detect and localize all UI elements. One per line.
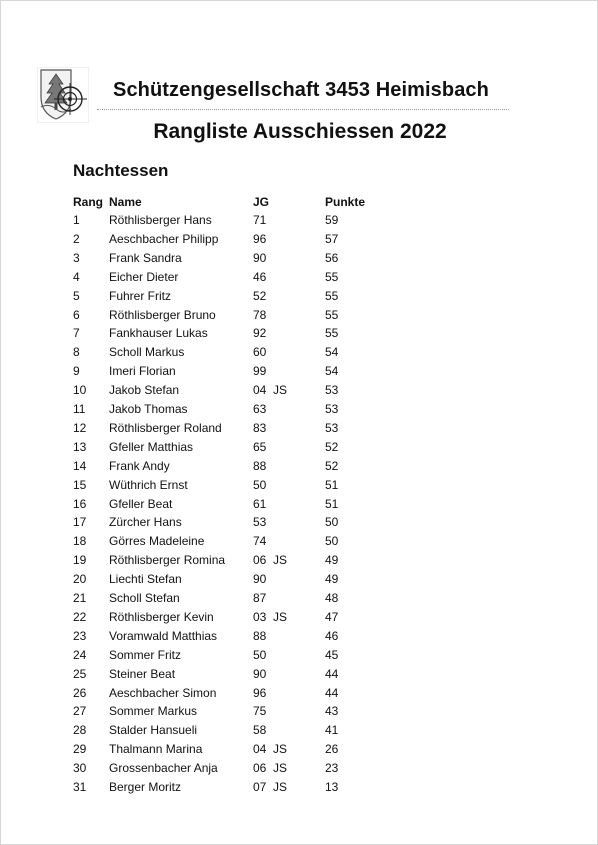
cell-jg: 96 <box>253 231 267 246</box>
cell-jg: 99 <box>253 364 267 379</box>
cell-jg: 53 <box>253 515 267 530</box>
cell-punkte: 44 <box>325 685 339 700</box>
page-title: Rangliste Ausschiessen 2022 <box>153 120 447 143</box>
cell-rang: 9 <box>73 364 80 379</box>
cell-name: Gfeller Beat <box>109 496 173 511</box>
header-divider <box>97 109 509 110</box>
cell-name: Thalmann Marina <box>109 742 203 757</box>
cell-rang: 26 <box>73 685 87 700</box>
cell-rang: 8 <box>73 345 80 360</box>
cell-punkte: 41 <box>325 723 339 738</box>
cell-punkte: 45 <box>325 647 339 662</box>
cell-punkte: 50 <box>325 534 339 549</box>
cell-name: Steiner Beat <box>109 666 176 681</box>
cell-jg: 50 <box>253 647 267 662</box>
cell-name: Scholl Stefan <box>109 591 180 605</box>
cell-jg: 63 <box>253 402 267 416</box>
cell-js: JS <box>273 609 288 624</box>
cell-rang: 5 <box>73 288 80 303</box>
cell-jg: 83 <box>253 420 267 435</box>
cell-jg: 75 <box>253 704 267 719</box>
cell-name: Grossenbacher Anja <box>109 761 218 776</box>
cell-jg: 90 <box>253 666 267 681</box>
cell-punkte: 53 <box>325 420 339 435</box>
cell-jg: 71 <box>253 213 267 227</box>
cell-punkte: 51 <box>325 496 339 511</box>
cell-name: Wüthrich Ernst <box>109 477 188 492</box>
cell-jg: 04 <box>253 383 267 398</box>
cell-name: Liechti Stefan <box>109 572 182 587</box>
cell-jg: 06 <box>253 553 267 568</box>
cell-punkte: 59 <box>325 213 339 227</box>
cell-rang: 27 <box>73 704 87 719</box>
cell-rang: 17 <box>73 515 87 530</box>
cell-punkte: 53 <box>325 383 339 398</box>
cell-js: JS <box>273 553 288 568</box>
cell-punkte: 50 <box>325 515 339 530</box>
cell-jg: 88 <box>253 458 267 473</box>
cell-punkte: 56 <box>325 250 339 265</box>
cell-punkte: 23 <box>325 761 339 776</box>
column-header-name: Name <box>109 195 142 209</box>
cell-name: Aeschbacher Philipp <box>109 231 219 246</box>
cell-js: JS <box>273 780 288 794</box>
cell-name: Zürcher Hans <box>109 515 182 530</box>
cell-rang: 29 <box>73 742 87 757</box>
cell-jg: 46 <box>253 269 267 284</box>
cell-name: Fuhrer Fritz <box>109 288 172 303</box>
cell-jg: 04 <box>253 742 267 757</box>
cell-rang: 6 <box>73 307 80 322</box>
cell-rang: 24 <box>73 647 87 662</box>
cell-jg: 60 <box>253 345 267 360</box>
cell-jg: 61 <box>253 496 267 511</box>
cell-js: JS <box>273 383 288 398</box>
cell-punkte: 46 <box>325 628 339 643</box>
club-name: Schützengesellschaft 3453 Heimisbach <box>113 79 489 101</box>
cell-rang: 16 <box>73 496 87 511</box>
cell-punkte: 55 <box>325 326 339 341</box>
club-crest-icon <box>37 67 89 123</box>
cell-name: Stalder Hansueli <box>109 723 198 738</box>
cell-name: Gfeller Matthias <box>109 439 194 454</box>
cell-rang: 10 <box>73 383 87 398</box>
cell-punkte: 26 <box>325 742 339 757</box>
cell-jg: 58 <box>253 723 267 738</box>
cell-rang: 4 <box>73 269 80 284</box>
cell-punkte: 49 <box>325 572 339 587</box>
cell-jg: 87 <box>253 591 267 605</box>
cell-jg: 96 <box>253 685 267 700</box>
cell-punkte: 54 <box>325 364 339 379</box>
cell-name: Voramwald Matthias <box>109 628 218 643</box>
cell-rang: 21 <box>73 591 87 605</box>
cell-punkte: 13 <box>325 780 339 794</box>
cell-rang: 23 <box>73 628 87 643</box>
cell-rang: 1 <box>73 213 80 227</box>
cell-rang: 11 <box>73 402 86 416</box>
column-header-punkte: Punkte <box>325 195 366 209</box>
cell-name: Frank Andy <box>109 458 170 473</box>
cell-rang: 13 <box>73 439 87 454</box>
cell-name: Görres Madeleine <box>109 534 205 549</box>
cell-jg: 52 <box>253 288 267 303</box>
cell-rang: 30 <box>73 761 87 776</box>
cell-name: Jakob Stefan <box>109 383 180 398</box>
cell-name: Eicher Dieter <box>109 269 179 284</box>
cell-punkte: 51 <box>325 477 339 492</box>
cell-name: Röthlisberger Kevin <box>109 609 214 624</box>
cell-jg: 90 <box>253 250 267 265</box>
cell-rang: 14 <box>73 458 87 473</box>
cell-name: Röthlisberger Hans <box>109 213 212 227</box>
cell-rang: 25 <box>73 666 87 681</box>
cell-jg: 50 <box>253 477 267 492</box>
cell-rang: 3 <box>73 250 80 265</box>
cell-jg: 03 <box>253 609 267 624</box>
cell-name: Frank Sandra <box>109 250 182 265</box>
cell-punkte: 44 <box>325 666 339 681</box>
cell-name: Sommer Fritz <box>109 647 181 662</box>
cell-jg: 90 <box>253 572 267 587</box>
cell-rang: 15 <box>73 477 87 492</box>
cell-rang: 28 <box>73 723 87 738</box>
cell-punkte: 47 <box>325 609 339 624</box>
section-title: Nachtessen <box>73 161 169 180</box>
column-header-rang: Rang <box>73 195 103 209</box>
cell-rang: 7 <box>73 326 80 341</box>
cell-jg: 07 <box>253 780 267 794</box>
cell-name: Sommer Markus <box>109 704 198 719</box>
cell-punkte: 57 <box>325 231 339 246</box>
cell-punkte: 55 <box>325 288 339 303</box>
cell-jg: 06 <box>253 761 267 776</box>
cell-name: Berger Moritz <box>109 780 182 794</box>
cell-name: Röthlisberger Roland <box>109 420 222 435</box>
cell-rang: 12 <box>73 420 87 435</box>
cell-punkte: 43 <box>325 704 339 719</box>
cell-punkte: 52 <box>325 439 339 454</box>
cell-rang: 19 <box>73 553 87 568</box>
cell-rang: 22 <box>73 609 87 624</box>
cell-name: Jakob Thomas <box>109 402 188 416</box>
cell-punkte: 55 <box>325 307 339 322</box>
column-header-jg: JG <box>253 195 270 209</box>
cell-js: JS <box>273 742 288 757</box>
cell-name: Imeri Florian <box>109 364 176 379</box>
cell-name: Fankhauser Lukas <box>109 326 208 341</box>
cell-rang: 18 <box>73 534 87 549</box>
cell-punkte: 52 <box>325 458 339 473</box>
cell-jg: 88 <box>253 628 267 643</box>
cell-name: Röthlisberger Bruno <box>109 307 216 322</box>
cell-punkte: 49 <box>325 553 339 568</box>
cell-name: Röthlisberger Romina <box>109 553 226 568</box>
cell-jg: 78 <box>253 307 267 322</box>
cell-rang: 31 <box>73 780 87 794</box>
cell-js: JS <box>273 761 288 776</box>
cell-jg: 65 <box>253 439 267 454</box>
cell-rang: 2 <box>73 231 80 246</box>
cell-jg: 74 <box>253 534 267 549</box>
cell-name: Scholl Markus <box>109 345 185 360</box>
cell-punkte: 55 <box>325 269 339 284</box>
cell-name: Aeschbacher Simon <box>109 685 217 700</box>
cell-punkte: 48 <box>325 591 339 605</box>
cell-punkte: 53 <box>325 402 339 416</box>
cell-jg: 92 <box>253 326 267 341</box>
cell-punkte: 54 <box>325 345 339 360</box>
cell-rang: 20 <box>73 572 87 587</box>
